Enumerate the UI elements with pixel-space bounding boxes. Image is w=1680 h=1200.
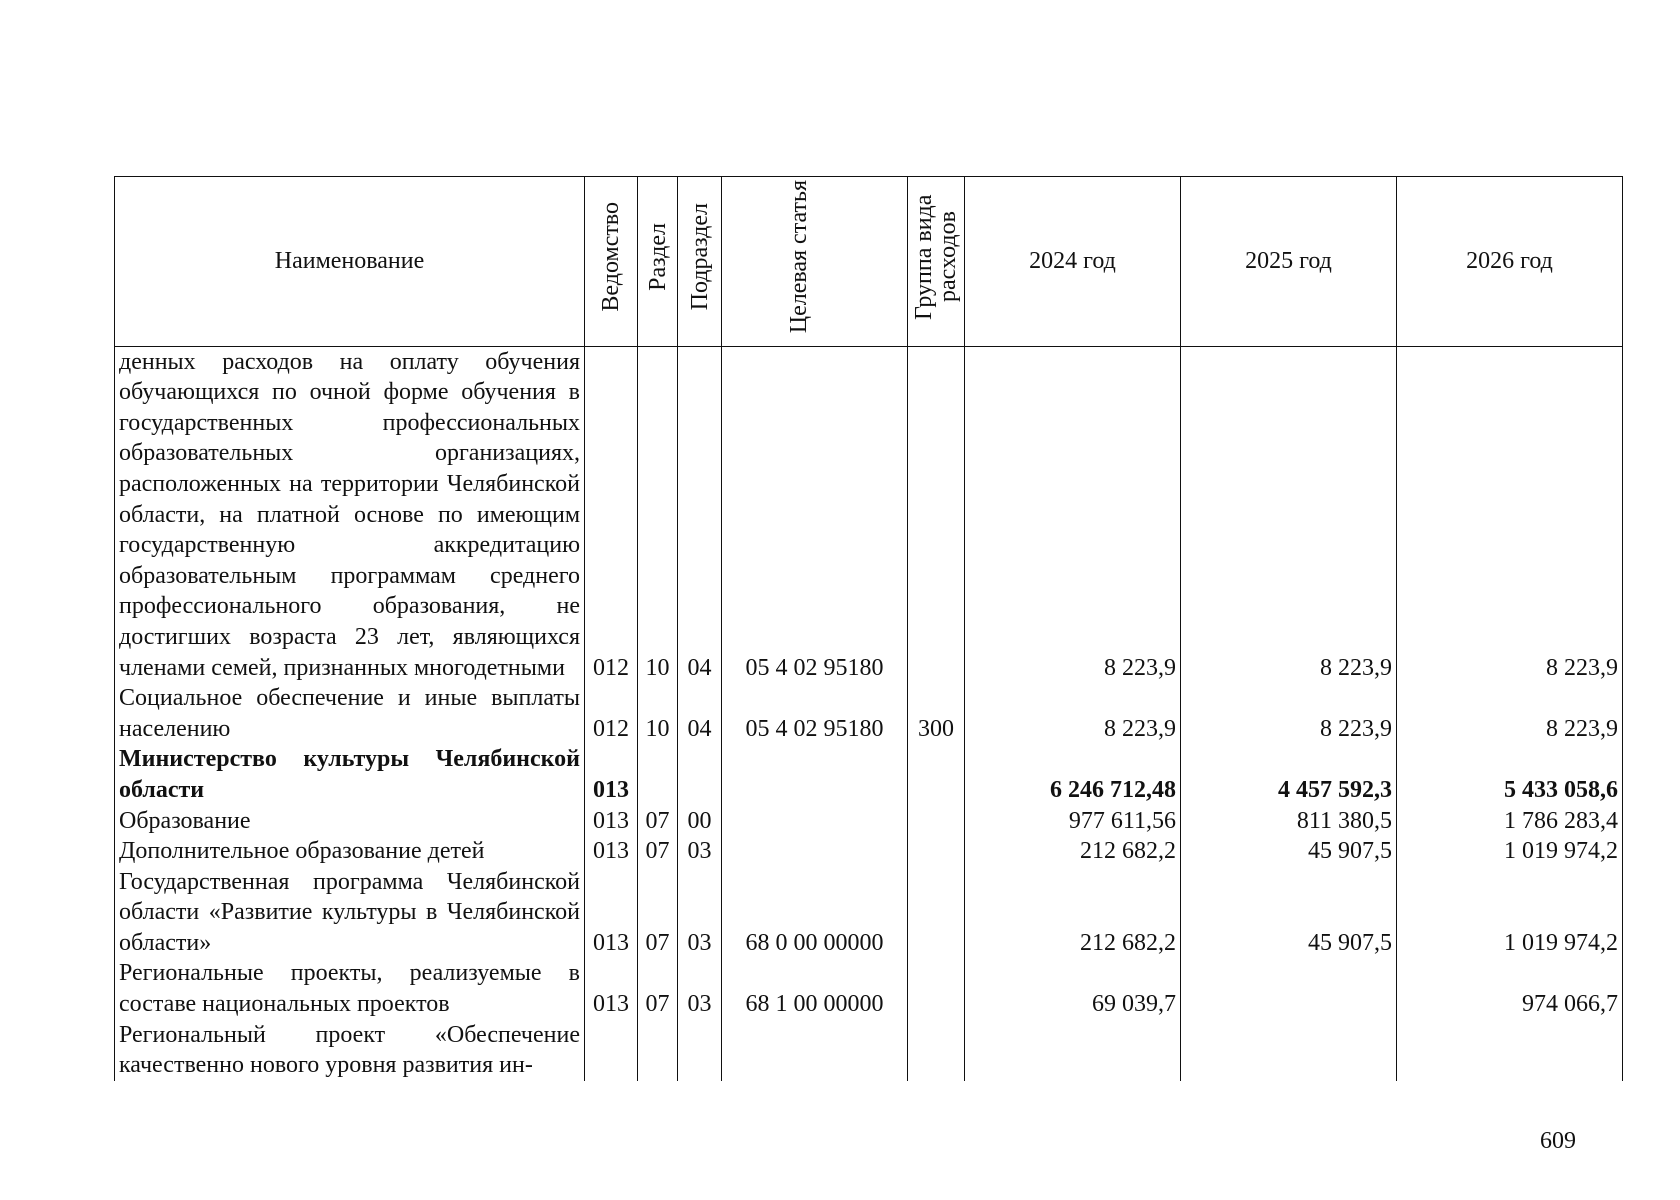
table-row xyxy=(115,836,1623,867)
row-expense-group xyxy=(908,867,965,959)
row-target: 68 0 00 00000 xyxy=(722,867,908,959)
row-department: 013 xyxy=(585,744,638,805)
row-value-2026: 1 019 974,2 xyxy=(1397,836,1623,867)
row-expense-group xyxy=(908,836,965,867)
row-expense-group: 300 xyxy=(908,683,965,744)
table-row xyxy=(115,958,1623,1019)
table-row xyxy=(115,806,1623,837)
row-target: 68 1 00 00000 xyxy=(722,958,908,1019)
row-target: 05 4 02 95180 xyxy=(722,346,908,683)
header-2025: 2025 год xyxy=(1181,177,1397,347)
row-name: Социальное обеспечение и иные выплаты населению xyxy=(115,683,585,744)
row-department: 012 xyxy=(585,683,638,744)
row-department: 012 xyxy=(585,346,638,683)
row-value-2026: 974 066,7 xyxy=(1397,958,1623,1019)
row-name: Региональный проект «Обеспечение качественно нового уровня развития ин- xyxy=(115,1020,585,1081)
row-value-2024: 69 039,7 xyxy=(965,958,1181,1019)
header-department: Ведомство xyxy=(585,177,638,347)
row-name: Государственная программа Челябинской области «Развитие культуры в Челябинской области» xyxy=(115,867,585,959)
row-section: 07 xyxy=(638,806,678,837)
row-section: 10 xyxy=(638,346,678,683)
row-section: 07 xyxy=(638,836,678,867)
row-expense-group xyxy=(908,806,965,837)
row-section: 10 xyxy=(638,683,678,744)
header-section: Раздел xyxy=(638,177,678,347)
row-value-2026: 5 433 058,6 xyxy=(1397,744,1623,805)
row-name: Региональные проекты, реализуемые в составе национальных проектов xyxy=(115,958,585,1019)
row-subsection: 00 xyxy=(678,806,722,837)
row-value-2024 xyxy=(965,1020,1181,1081)
row-value-2026: 8 223,9 xyxy=(1397,346,1623,683)
row-value-2024: 212 682,2 xyxy=(965,836,1181,867)
row-department: 013 xyxy=(585,867,638,959)
row-value-2026 xyxy=(1397,1020,1623,1081)
row-value-2025 xyxy=(1181,958,1397,1019)
header-target: Целевая статья xyxy=(722,177,908,347)
table-header-row xyxy=(115,177,1623,347)
row-name: Дополнительное образование детей xyxy=(115,836,585,867)
table-row xyxy=(115,744,1623,805)
table-row xyxy=(115,346,1623,683)
row-target xyxy=(722,1020,908,1081)
row-name: денных расходов на оплату обучения обучающихся по очной форме обучения в государственных профессиональных образовательных организациях, расположенных на территории Челябинской области, на платной основе по имеющим государственную аккредитацию образовательным программам среднего профессионального образования, не достигших возраста 23 лет, являющихся членами семей, признанных многодетными xyxy=(115,346,585,683)
row-value-2026: 1 019 974,2 xyxy=(1397,867,1623,959)
table-row xyxy=(115,683,1623,744)
row-subsection xyxy=(678,1020,722,1081)
row-value-2025: 811 380,5 xyxy=(1181,806,1397,837)
budget-table xyxy=(114,176,1623,1081)
row-expense-group xyxy=(908,958,965,1019)
row-value-2026: 1 786 283,4 xyxy=(1397,806,1623,837)
row-value-2025: 45 907,5 xyxy=(1181,867,1397,959)
row-value-2024: 977 611,56 xyxy=(965,806,1181,837)
header-name: Наименование xyxy=(115,177,585,347)
row-section xyxy=(638,744,678,805)
table-row xyxy=(115,1020,1623,1081)
row-subsection: 03 xyxy=(678,867,722,959)
row-value-2026: 8 223,9 xyxy=(1397,683,1623,744)
page-number: 609 xyxy=(1540,1128,1576,1154)
row-value-2025: 8 223,9 xyxy=(1181,346,1397,683)
row-target xyxy=(722,744,908,805)
row-subsection xyxy=(678,744,722,805)
row-target xyxy=(722,806,908,837)
row-name: Образование xyxy=(115,806,585,837)
row-subsection: 03 xyxy=(678,958,722,1019)
row-section: 07 xyxy=(638,867,678,959)
row-value-2025: 4 457 592,3 xyxy=(1181,744,1397,805)
table-row xyxy=(115,867,1623,959)
row-value-2024: 8 223,9 xyxy=(965,683,1181,744)
row-expense-group xyxy=(908,1020,965,1081)
row-value-2025: 45 907,5 xyxy=(1181,836,1397,867)
row-subsection: 03 xyxy=(678,836,722,867)
header-2024: 2024 год xyxy=(965,177,1181,347)
row-expense-group xyxy=(908,744,965,805)
header-subsection: Подраздел xyxy=(678,177,722,347)
row-department: 013 xyxy=(585,806,638,837)
row-value-2024: 8 223,9 xyxy=(965,346,1181,683)
row-value-2024: 212 682,2 xyxy=(965,867,1181,959)
row-department: 013 xyxy=(585,958,638,1019)
row-section xyxy=(638,1020,678,1081)
row-subsection: 04 xyxy=(678,346,722,683)
row-value-2024: 6 246 712,48 xyxy=(965,744,1181,805)
header-expense-group: Группа вида расходов xyxy=(908,177,965,347)
row-target: 05 4 02 95180 xyxy=(722,683,908,744)
row-section: 07 xyxy=(638,958,678,1019)
row-target xyxy=(722,836,908,867)
header-2026: 2026 год xyxy=(1397,177,1623,347)
row-department xyxy=(585,1020,638,1081)
row-value-2025: 8 223,9 xyxy=(1181,683,1397,744)
row-department: 013 xyxy=(585,836,638,867)
row-subsection: 04 xyxy=(678,683,722,744)
row-expense-group xyxy=(908,346,965,683)
row-value-2025 xyxy=(1181,1020,1397,1081)
row-name: Министерство культуры Челябинской области xyxy=(115,744,585,805)
